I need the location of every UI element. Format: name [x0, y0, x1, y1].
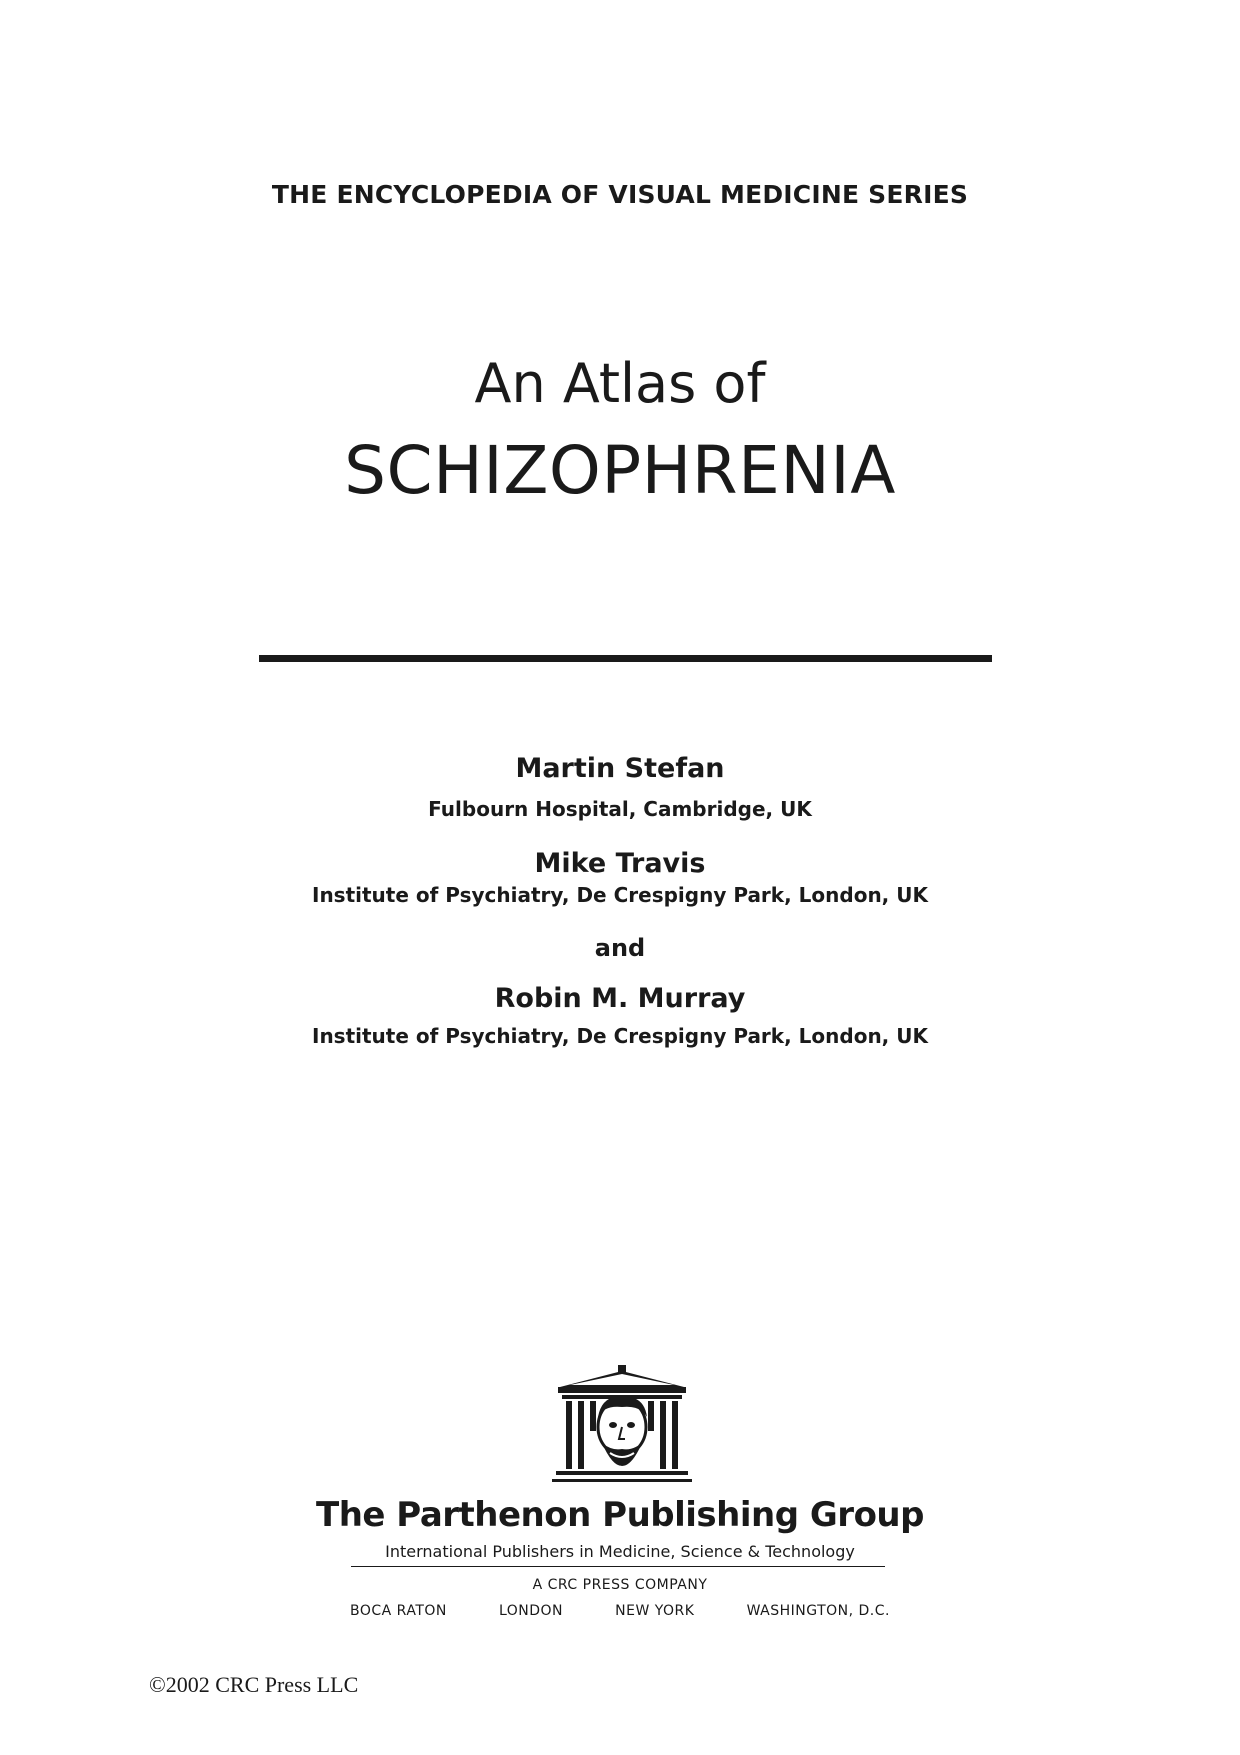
city: WASHINGTON, D.C. [746, 1603, 890, 1619]
book-title-line2: SCHIZOPHRENIA [344, 432, 896, 509]
publisher-company: A CRC PRESS COMPANY [532, 1577, 708, 1593]
city: LONDON [498, 1603, 564, 1619]
publisher-tagline: International Publishers in Medicine, Science & Technology [385, 1542, 855, 1561]
copyright-notice: ©2002 CRC Press LLC [149, 1672, 359, 1697]
title-divider [259, 655, 992, 662]
author-name: Martin Stefan [515, 753, 725, 784]
publisher-name: The Parthenon Publishing Group [316, 1495, 924, 1535]
city: NEW YORK [615, 1603, 695, 1619]
publisher-cities [350, 1603, 890, 1619]
city: BOCA RATON [350, 1603, 447, 1619]
author-affiliation: Institute of Psychiatry, De Crespigny Park, London, UK [312, 1024, 928, 1048]
book-title-line1: An Atlas of [474, 352, 766, 415]
author-affiliation: Fulbourn Hospital, Cambridge, UK [428, 797, 812, 821]
series-title: THE ENCYCLOPEDIA OF VISUAL MEDICINE SERIES [271, 180, 969, 209]
author-conjunction: and [594, 934, 646, 962]
parthenon-head-logo-icon [552, 1365, 692, 1489]
publisher-divider [351, 1566, 885, 1567]
author-name: Robin M. Murray [494, 983, 746, 1014]
author-affiliation: Institute of Psychiatry, De Crespigny Park, London, UK [312, 883, 928, 907]
author-name: Mike Travis [534, 848, 706, 879]
